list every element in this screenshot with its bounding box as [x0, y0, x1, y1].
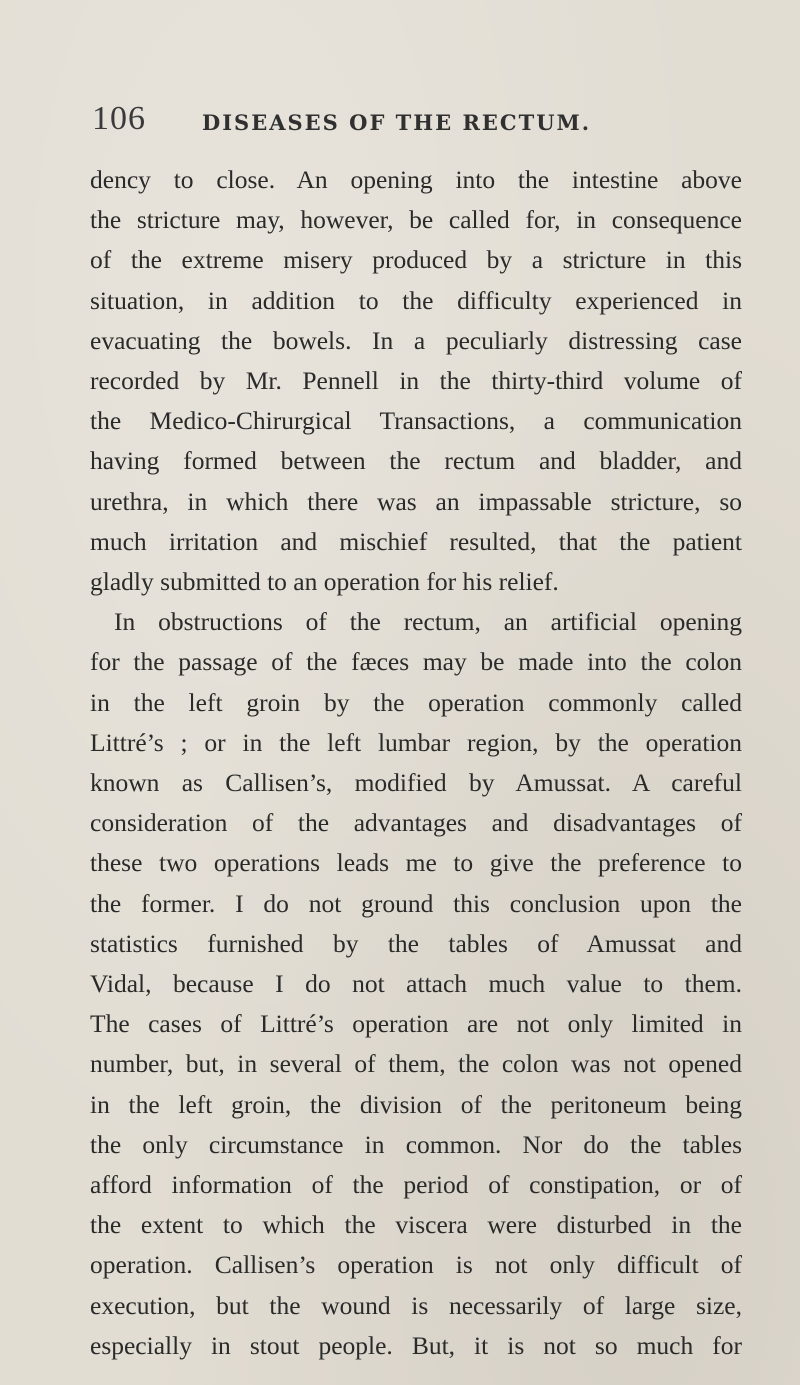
text-line: Vidal, because I do not attach much value to them. [90, 969, 742, 999]
text-line: the Medico-Chirurgical Transactions, a communication [90, 406, 742, 436]
text-line: recorded by Mr. Pennell in the thirty-third volume of [90, 366, 742, 396]
text-line: afford information of the period of constipation, or of [90, 1170, 742, 1200]
text-line: these two operations leads me to give the preference to [90, 848, 742, 878]
text-line: consideration of the advantages and disadvantages of [90, 808, 742, 838]
text-line: The cases of Littré’s operation are not only limited in [90, 1009, 742, 1039]
text-line: of the extreme misery produced by a stricture in this [90, 245, 742, 275]
text-line: the only circumstance in common. Nor do the tables [90, 1129, 742, 1159]
page-number: 106 [92, 100, 146, 137]
text-line: evacuating the bowels. In a peculiarly distressing case [90, 325, 742, 355]
body-text [90, 160, 742, 1366]
text-line: number, but, in several of them, the colon was not opened [90, 1049, 742, 1079]
text-line: urethra, in which there was an impassable stricture, so [90, 486, 742, 516]
text-line: having formed between the rectum and bladder, and [90, 446, 742, 476]
text-line: in the left groin, the division of the peritoneum being [90, 1089, 742, 1119]
paragraph-1 [90, 160, 742, 602]
text-line: the former. I do not ground this conclusion upon the [90, 888, 742, 918]
text-line: situation, in addition to the difficulty experienced in [90, 285, 742, 315]
text-line: execution, but the wound is necessarily of large size, [90, 1290, 742, 1320]
running-head: DISEASES OF THE RECTUM. [202, 110, 592, 135]
text-line: the stricture may, however, be called for, in consequence [90, 205, 742, 235]
text-line: operation. Callisen’s operation is not only difficult of [90, 1250, 742, 1280]
text-line: dency to close. An opening into the intestine above [90, 165, 742, 194]
text-line: gladly submitted to an operation for his relief. [90, 567, 559, 597]
text-line: especially in stout people. But, it is not so much for [90, 1330, 742, 1360]
text-line: much irritation and mischief resulted, that the patient [90, 526, 742, 556]
text-line: known as Callisen’s, modified by Amussat. A careful [90, 768, 742, 798]
text-line: for the passage of the fæces may be made into the colon [90, 647, 742, 677]
paragraph-2 [90, 602, 742, 1366]
text-line: Littré’s ; or in the left lumbar region, by the operation [90, 727, 742, 757]
page-header [92, 100, 742, 150]
text-line: In obstructions of the rectum, an artificial opening [114, 607, 742, 637]
text-line: statistics furnished by the tables of Amussat and [90, 928, 742, 958]
text-line: in the left groin by the operation commonly called [90, 687, 742, 717]
text-line: the extent to which the viscera were disturbed in the [90, 1210, 742, 1240]
